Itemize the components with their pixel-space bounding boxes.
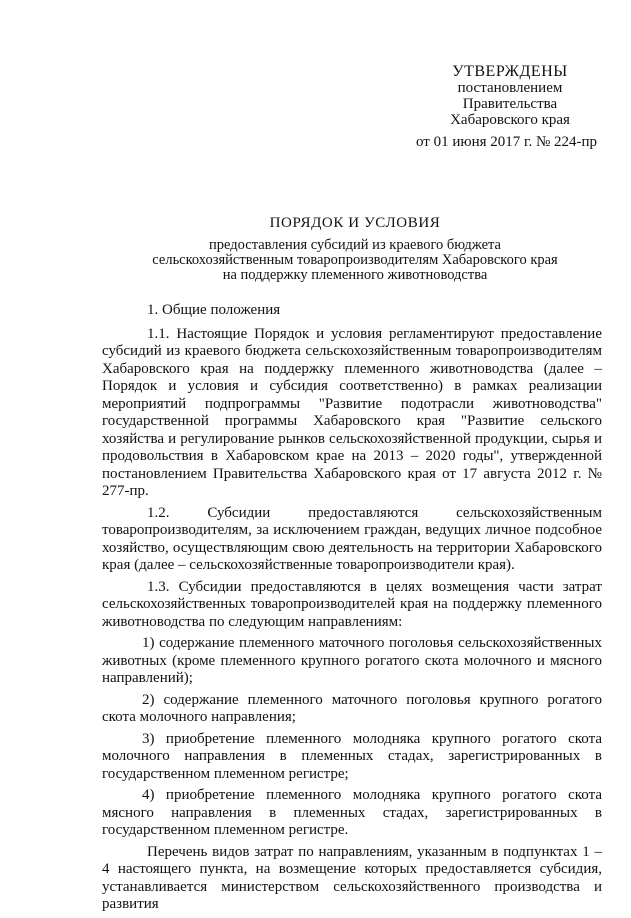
document-title-block	[100, 214, 610, 283]
approval-date: от 01 июня 2017 г. № 224-пр	[416, 134, 598, 150]
document-subtitle-line-3: на поддержку племенного животноводства	[222, 267, 488, 283]
approval-line-2: Правительства	[462, 96, 558, 112]
list-item-3: 3) приобретение племенного молодняка крупного рогатого скота молочного направления в племенных стадах, зарегистрированных в государственном племенном регистре;	[102, 730, 602, 782]
paragraph-expense-list: Перечень видов затрат по направлениям, указанным в подпунктах 1 – 4 настоящего пункта, на возмещение которых предоставляется субсидия, устанавливается министерством сельскохозяйственного производства и развития	[102, 843, 602, 912]
document-subtitle-line-2: сельскохозяйственным товаропроизводителям Хабаровского края	[152, 252, 558, 268]
paragraph-1-1: 1.1. Настоящие Порядок и условия регламентируют предоставление субсидий из краевого бюджета сельскохозяйственным товаропроизводителям Хабаровского края на поддержку племенного животноводства (далее – Порядок и условия и субсидия соответственно) в рамках реализации мероприятий подпрограммы "Развитие подотрасли животноводства" государственной программы Хабаровского края "Развитие сельского хозяйства и регулирование рынков сельскохозяйственной продукции, сырья и продовольствия в Хабаровском крае на 2013 – 2020 годы", утвержденной постановлением Правительства Хабаровского края от 17 августа 2012 г. № 277-пр.	[102, 325, 602, 499]
paragraph-1-2: 1.2. Субсидии предоставляются сельскохозяйственным товаропроизводителям, за исключением граждан, ведущих личное подсобное хозяйство, осуществляющим свою деятельность на территории Хабаровского края (далее – сельскохозяйственные товаропроизводители края).	[102, 504, 602, 573]
approval-heading: УТВЕРЖДЕНЫ	[452, 63, 568, 80]
section-heading: 1. Общие положения	[147, 302, 281, 318]
approval-line-3: Хабаровского края	[450, 112, 570, 128]
document-subtitle-line-1: предоставления субсидий из краевого бюджета	[209, 237, 501, 253]
approval-stamp	[400, 64, 620, 150]
document-body	[102, 302, 602, 918]
paragraph-1-3: 1.3. Субсидии предоставляются в целях возмещения части затрат сельскохозяйственных товаропроизводителей края на поддержку племенного животноводства по следующим направлениям:	[102, 578, 602, 630]
list-item-4: 4) приобретение племенного молодняка крупного рогатого скота мясного направления в племенных стадах, зарегистрированных в государственном племенном регистре.	[102, 787, 602, 838]
approval-line-1: постановлением	[457, 80, 563, 96]
document-title: ПОРЯДОК И УСЛОВИЯ	[269, 215, 441, 231]
list-item-2: 2) содержание племенного маточного поголовья крупного рогатого скота молочного направления;	[102, 691, 602, 725]
list-item-1: 1) содержание племенного маточного поголовья сельскохозяйственных животных (кроме племенного крупного рогатого скота молочного и мясного направлений);	[102, 635, 602, 686]
